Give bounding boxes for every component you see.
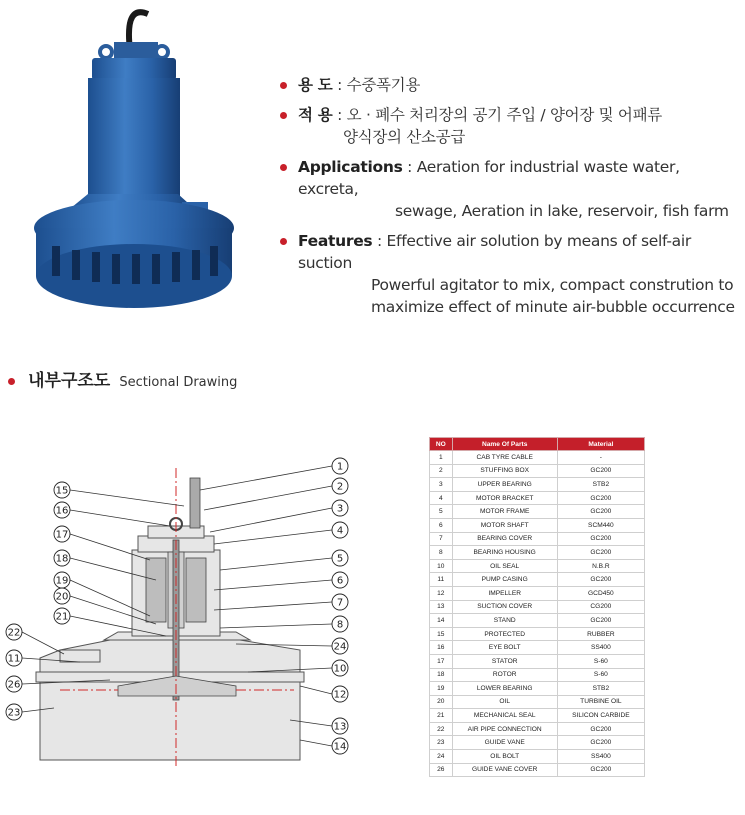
table-row bbox=[430, 505, 645, 519]
spec-list bbox=[278, 74, 743, 326]
table-row bbox=[430, 641, 645, 655]
header-no: NO bbox=[430, 438, 453, 451]
callout-number: 15 bbox=[55, 485, 69, 497]
cell-name: PUMP CASING bbox=[452, 573, 557, 587]
cell-no: 19 bbox=[430, 682, 453, 696]
cell-no: 6 bbox=[430, 518, 453, 532]
cell-no: 21 bbox=[430, 709, 453, 723]
callout-number: 12 bbox=[333, 689, 347, 701]
pump-photo bbox=[22, 6, 244, 318]
spec-features bbox=[278, 230, 743, 318]
cell-no: 20 bbox=[430, 695, 453, 709]
callout-number: 24 bbox=[333, 641, 347, 653]
callout-leader bbox=[300, 740, 332, 746]
callout-number: 11 bbox=[7, 653, 21, 665]
callout-number: 2 bbox=[336, 481, 344, 493]
section-title-ko: 내부구조도 bbox=[28, 371, 111, 391]
cell-name: MOTOR SHAFT bbox=[452, 518, 557, 532]
cell-material: SS400 bbox=[557, 750, 644, 764]
cell-name: UPPER BEARING bbox=[452, 478, 557, 492]
cell-name: GUIDE VANE COVER bbox=[452, 763, 557, 777]
table-row bbox=[430, 614, 645, 628]
callout-number: 5 bbox=[336, 553, 344, 565]
bullet-icon bbox=[280, 238, 287, 245]
spec-apply bbox=[278, 104, 743, 148]
callout-number: 20 bbox=[55, 591, 69, 603]
cell-name: CAB TYRE CABLE bbox=[452, 451, 557, 465]
callout-number: 14 bbox=[333, 741, 347, 753]
cell-no: 2 bbox=[430, 464, 453, 478]
cell-material: GC200 bbox=[557, 532, 644, 546]
cell-name: SUCTION COVER bbox=[452, 600, 557, 614]
bullet-icon bbox=[280, 164, 287, 171]
table-row bbox=[430, 546, 645, 560]
callout-number: 23 bbox=[7, 707, 21, 719]
callout-number: 17 bbox=[55, 529, 69, 541]
cell-no: 12 bbox=[430, 586, 453, 600]
cell-name: ROTOR bbox=[452, 668, 557, 682]
cell-name: STATOR bbox=[452, 654, 557, 668]
cell-name: STUFFING BOX bbox=[452, 464, 557, 478]
spec-apply-text-2: 양식장의 산소공급 bbox=[343, 128, 466, 146]
cell-material: GC200 bbox=[557, 736, 644, 750]
callout-leader bbox=[200, 466, 332, 490]
callout-number: 16 bbox=[55, 505, 69, 517]
table-row bbox=[430, 709, 645, 723]
cell-material: RUBBER bbox=[557, 627, 644, 641]
spec-features-text: : Effective air solution by means of self-air suction bbox=[298, 232, 691, 272]
parts-table-header bbox=[430, 438, 645, 451]
callout-number: 4 bbox=[336, 525, 344, 537]
cell-no: 5 bbox=[430, 505, 453, 519]
cell-material: GC200 bbox=[557, 614, 644, 628]
cell-no: 13 bbox=[430, 600, 453, 614]
bullet-icon bbox=[8, 378, 15, 385]
table-row bbox=[430, 627, 645, 641]
cell-name: OIL BOLT bbox=[452, 750, 557, 764]
sectional-drawing bbox=[0, 440, 362, 770]
table-row bbox=[430, 491, 645, 505]
cell-material: GC200 bbox=[557, 722, 644, 736]
cell-no: 24 bbox=[430, 750, 453, 764]
spec-usage bbox=[278, 74, 743, 96]
callout-number: 19 bbox=[55, 575, 69, 587]
callout-leader bbox=[220, 558, 332, 570]
section-heading bbox=[8, 366, 237, 391]
callout-leader bbox=[214, 530, 332, 544]
table-row bbox=[430, 600, 645, 614]
spec-applications-text: : Aeration for industrial waste water, excreta, bbox=[298, 158, 680, 198]
table-row bbox=[430, 451, 645, 465]
callout-leader bbox=[70, 510, 170, 526]
callout-number: 13 bbox=[333, 721, 347, 733]
cell-no: 18 bbox=[430, 668, 453, 682]
callout-leader bbox=[210, 508, 332, 532]
cell-no: 23 bbox=[430, 736, 453, 750]
callout-number: 6 bbox=[336, 575, 344, 587]
spec-applications-text-2: sewage, Aeration in lake, reservoir, fish farm bbox=[395, 202, 729, 220]
cell-name: MECHANICAL SEAL bbox=[452, 709, 557, 723]
cell-name: BEARING HOUSING bbox=[452, 546, 557, 560]
header-material: Material bbox=[557, 438, 644, 451]
spec-apply-text: : 오 · 폐수 처리장의 공기 주입 / 양어장 및 어패류 bbox=[337, 106, 662, 124]
callout-leader bbox=[300, 686, 332, 694]
cell-material: SS400 bbox=[557, 641, 644, 655]
cell-no: 14 bbox=[430, 614, 453, 628]
callout-number: 21 bbox=[55, 611, 69, 623]
callout-number: 10 bbox=[333, 663, 347, 675]
cell-name: OIL SEAL bbox=[452, 559, 557, 573]
spec-usage-label: 용 도 bbox=[298, 76, 333, 94]
cell-no: 16 bbox=[430, 641, 453, 655]
table-row bbox=[430, 654, 645, 668]
cell-name: MOTOR BRACKET bbox=[452, 491, 557, 505]
table-row bbox=[430, 559, 645, 573]
cell-material: GCD450 bbox=[557, 586, 644, 600]
callout-leader bbox=[22, 632, 64, 654]
callout-number: 1 bbox=[336, 461, 344, 473]
callout-leader bbox=[214, 580, 332, 590]
table-row bbox=[430, 478, 645, 492]
bullet-icon bbox=[280, 82, 287, 89]
cell-material: SILICON CARBIDE bbox=[557, 709, 644, 723]
cell-material: S-60 bbox=[557, 668, 644, 682]
table-row bbox=[430, 682, 645, 696]
parts-table bbox=[429, 437, 645, 777]
cell-no: 4 bbox=[430, 491, 453, 505]
cell-material: - bbox=[557, 451, 644, 465]
cell-no: 7 bbox=[430, 532, 453, 546]
callout-number: 3 bbox=[336, 503, 344, 515]
cell-material: S-60 bbox=[557, 654, 644, 668]
cell-material: STB2 bbox=[557, 478, 644, 492]
cell-material: GC200 bbox=[557, 546, 644, 560]
bullet-icon bbox=[280, 112, 287, 119]
table-row bbox=[430, 695, 645, 709]
cell-material: TURBINE OIL bbox=[557, 695, 644, 709]
cell-material: GC200 bbox=[557, 491, 644, 505]
cell-material: STB2 bbox=[557, 682, 644, 696]
table-row bbox=[430, 722, 645, 736]
callout-number: 7 bbox=[336, 597, 344, 609]
cell-no: 26 bbox=[430, 763, 453, 777]
cell-name: IMPELLER bbox=[452, 586, 557, 600]
cell-no: 1 bbox=[430, 451, 453, 465]
cell-material: GC200 bbox=[557, 505, 644, 519]
callout-leader bbox=[214, 602, 332, 610]
table-row bbox=[430, 518, 645, 532]
spec-applications-label: Applications bbox=[298, 158, 403, 176]
header-name: Name Of Parts bbox=[452, 438, 557, 451]
cell-name: OIL bbox=[452, 695, 557, 709]
table-row bbox=[430, 668, 645, 682]
cell-no: 3 bbox=[430, 478, 453, 492]
cell-name: LOWER BEARING bbox=[452, 682, 557, 696]
cell-material: GC200 bbox=[557, 464, 644, 478]
spec-features-text-2: Powerful agitator to mix, compact constrution to bbox=[371, 276, 734, 294]
table-row bbox=[430, 736, 645, 750]
cell-name: GUIDE VANE bbox=[452, 736, 557, 750]
cell-material: N.B.R bbox=[557, 559, 644, 573]
cell-material: GC200 bbox=[557, 763, 644, 777]
cell-no: 15 bbox=[430, 627, 453, 641]
callout-leader bbox=[204, 486, 332, 510]
spec-apply-label: 적 용 bbox=[298, 106, 333, 124]
spec-applications bbox=[278, 156, 743, 222]
cell-no: 17 bbox=[430, 654, 453, 668]
table-row bbox=[430, 464, 645, 478]
callout-number: 8 bbox=[336, 619, 344, 631]
cell-name: EYE BOLT bbox=[452, 641, 557, 655]
cell-no: 11 bbox=[430, 573, 453, 587]
callout-number: 26 bbox=[7, 679, 21, 691]
cell-name: AIR PIPE CONNECTION bbox=[452, 722, 557, 736]
spec-features-label: Features bbox=[298, 232, 373, 250]
callout-leader bbox=[220, 624, 332, 628]
table-row bbox=[430, 763, 645, 777]
cell-name: PROTECTED bbox=[452, 627, 557, 641]
table-row bbox=[430, 532, 645, 546]
cell-material: SCM440 bbox=[557, 518, 644, 532]
callout-leader bbox=[70, 490, 184, 506]
table-row bbox=[430, 573, 645, 587]
cell-material: GC200 bbox=[557, 573, 644, 587]
callout-number: 18 bbox=[55, 553, 69, 565]
table-row bbox=[430, 586, 645, 600]
callout-number: 22 bbox=[7, 627, 21, 639]
cell-no: 8 bbox=[430, 546, 453, 560]
section-title-en: Sectional Drawing bbox=[119, 375, 238, 390]
cell-name: BEARING COVER bbox=[452, 532, 557, 546]
cell-name: MOTOR FRAME bbox=[452, 505, 557, 519]
cell-no: 22 bbox=[430, 722, 453, 736]
cell-name: STAND bbox=[452, 614, 557, 628]
cell-no: 10 bbox=[430, 559, 453, 573]
table-row bbox=[430, 750, 645, 764]
spec-usage-text: : 수중폭기용 bbox=[337, 76, 421, 94]
spec-features-text-3: maximize effect of minute air-bubble occurrence bbox=[371, 298, 735, 316]
cell-material: CG200 bbox=[557, 600, 644, 614]
